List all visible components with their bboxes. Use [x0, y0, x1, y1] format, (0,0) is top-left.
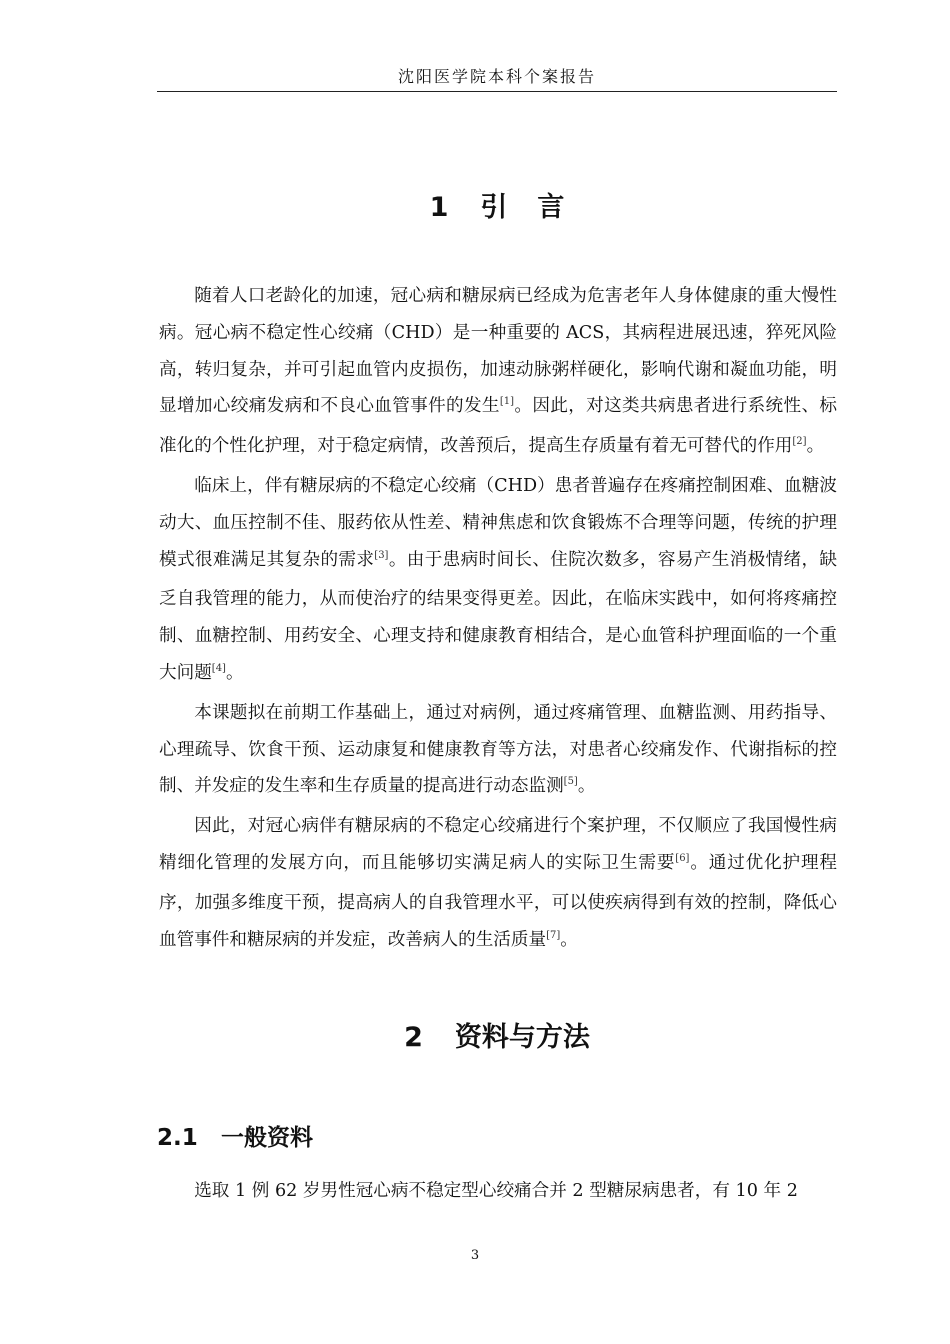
paragraph-2: 临床上，伴有糖尿病的不稳定心绞痛（CHD）患者普遍存在疼痛控制困难、血糖波动大、血压控制不佳、服药依从性差、精神焦虑和饮食锻炼不合理等问题，传统的护理模式很难满足其复杂的需求[3]。由于患病时间长、住院次数多，容易产生消极情绪，缺乏自我管理的能力，从而使治疗的结果变得更差。因此，在临床实践中，如何将疼痛控制、血糖控制、用药安全、心理支持和健康教育相结合，是心血管科护理面临的一个重大问题[4]。: [159, 475, 837, 683]
paragraph-3: 本课题拟在前期工作基础上，通过对病例，通过疼痛管理、血糖监测、用药指导、心理疏导、饮食干预、运动康复和健康教育等方法，对患者心绞痛发作、代谢指标的控制、并发症的发生率和生存质量的提高进行动态监测[5]。: [159, 702, 837, 797]
section-heading-introduction: [157, 188, 837, 228]
section-title: 资料与方法: [454, 1022, 590, 1053]
citation-3: [3]: [374, 549, 389, 561]
running-header: 沈阳医学院本科个案报告: [397, 67, 596, 86]
citation-4: [4]: [211, 662, 226, 674]
subsection-title: 一般资料: [221, 1125, 313, 1151]
section-heading-materials-methods: [157, 1018, 837, 1058]
subsection-heading-general-info: [157, 1122, 313, 1154]
paragraph-general-info: 选取 1 例 62 岁男性冠心病不稳定型心绞痛合并 2 型糖尿病患者，有 10 年 2: [194, 1181, 798, 1201]
citation-1: [1]: [499, 396, 515, 408]
general-info-body: [159, 1173, 859, 1210]
citation-2: [2]: [792, 436, 807, 448]
section-number: 1: [429, 192, 449, 223]
section-title: 引言: [480, 192, 595, 223]
citation-5: [5]: [563, 776, 578, 788]
paragraph-1: 随着人口老龄化的加速，冠心病和糖尿病已经成为危害老年人身体健康的重大慢性病。冠心病不稳定性心绞痛（CHD）是一种重要的 ACS，其病程进展迅速，猝死风险高，转归复杂，并可引起血管内皮损伤，加速动脉粥样硬化，影响代谢和凝血功能，明显增加心绞痛发病和不良心血管事件的发生[1]。因此，对这类共病患者进行系统性、标准化的个性化护理，对于稳定病情，改善预后，提高生存质量有着无可替代的作用[2]。: [159, 286, 837, 457]
introduction-body: [159, 278, 837, 961]
page-number: 3: [470, 1248, 480, 1263]
citation-7: [7]: [546, 929, 561, 941]
paragraph-4: 因此，对冠心病伴有糖尿病的不稳定心绞痛进行个案护理，不仅顺应了我国慢性病精细化管理的发展方向，而且能够切实满足病人的实际卫生需要[6]。通过优化护理程序，加强多维度干预，提高病人的自我管理水平，可以使疾病得到有效的控制，降低心血管事件和糖尿病的并发症，改善病人的生活质量[7]。: [159, 816, 837, 950]
subsection-number: 2.1: [157, 1125, 198, 1151]
section-number: 2: [404, 1022, 423, 1053]
citation-6: [6]: [675, 852, 690, 864]
header-divider: [157, 91, 837, 92]
